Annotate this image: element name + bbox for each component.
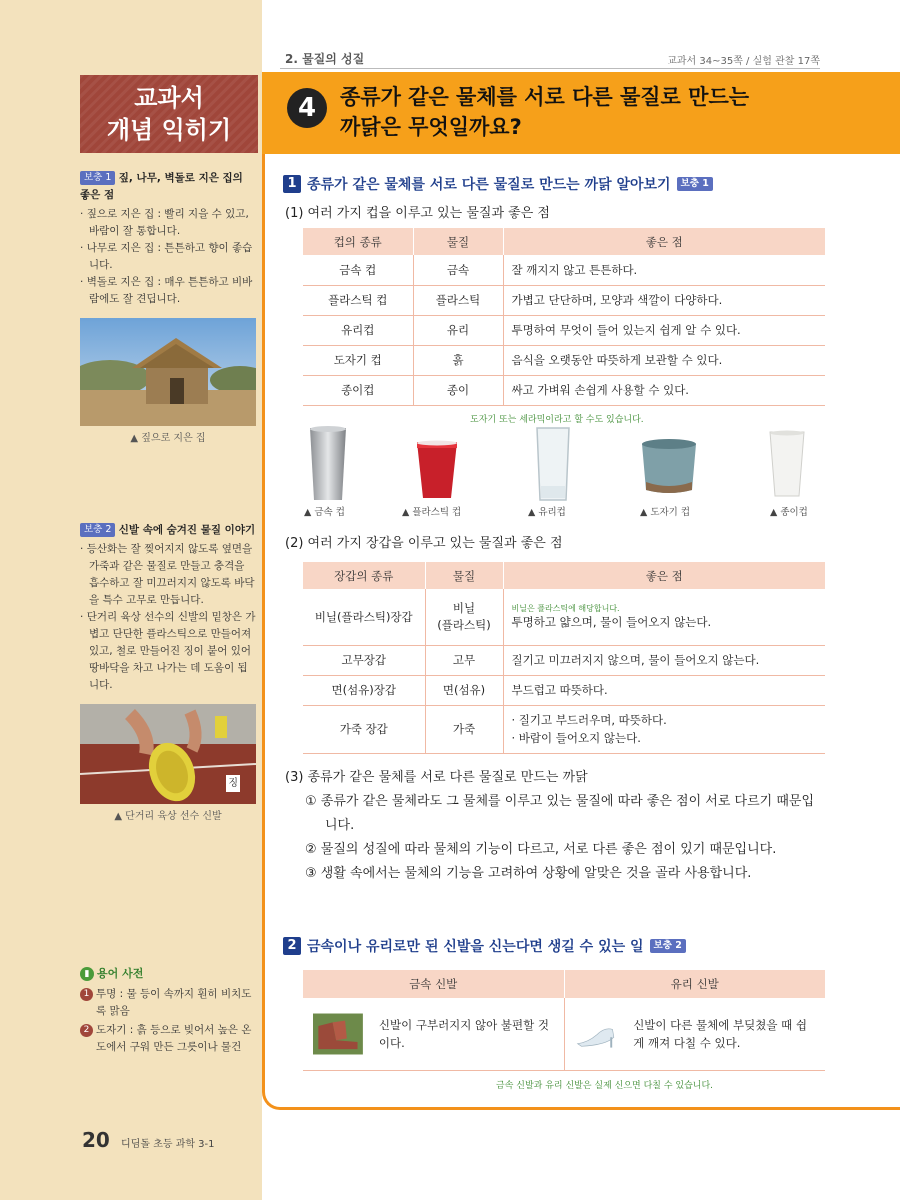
cup-subheading: (1) 여러 가지 컵을 이루고 있는 물질과 좋은 점 — [285, 206, 550, 221]
page-reference: 교과서 34~35쪽 / 실험 관찰 17쪽 — [667, 56, 820, 67]
reason-list — [305, 790, 825, 886]
ceramic-note: 도자기 또는 세라믹이라고 할 수도 있습니다. — [470, 415, 644, 425]
table-row: 플라스틱 컵 플라스틱 가볍고 단단하며, 모양과 색깔이 다양하다. — [303, 285, 825, 315]
cup-caption: ▲ 종이컵 — [770, 507, 808, 518]
side-tag-2: 보충 2 — [80, 523, 115, 537]
list-item: · 나무로 지은 집 : 튼튼하고 향이 좋습니다. — [80, 242, 253, 271]
list-item: ① 종류가 같은 물체라도 그 물체를 이루고 있는 물질에 따라 좋은 점이 서로 다르기 때문입니다. — [305, 794, 815, 833]
concept-title-line2: 개념 익히기 — [106, 116, 232, 144]
cup-caption: ▲ 금속 컵 — [304, 507, 345, 518]
concept-header — [80, 75, 258, 153]
side-box-2 — [80, 522, 256, 825]
section2-tag: 보충 2 — [650, 939, 686, 953]
metal-shoe-text: 신발이 구부러지지 않아 불편할 것이다. — [378, 1017, 550, 1050]
cup-table: 컵의 종류 물질 좋은 점 금속 컵 금속 잘 깨지지 않고 튼튼하다. 플라스틱 컵 플라스틱 가볍고 단단하며, 모양과 색깔이 다양하다. 유리컵 유리 투명하여 무엇이 들어 있는지 쉽게 알 수 있다. 도자기 컵 흙 음식을 오랫동안 따뜻하게 보관할 수 있다. 종이컵 종이 싸고 가벼워 손쉽게 사용할 수 있다. — [303, 228, 825, 406]
shoe-table: 금속 신발 유리 신발 신발이 구부러지지 않아 불편할 것이다. 신발이 다른 물체에 부딪쳤을 때 쉽게 깨져 다칠 수 있다. — [303, 970, 825, 1071]
glossary — [80, 965, 256, 1058]
book-icon: ▮ — [80, 967, 94, 981]
lesson-number: 4 — [287, 88, 327, 128]
glass-shoe-image — [575, 1011, 618, 1057]
plastic-cup-image — [415, 440, 459, 500]
divider — [280, 68, 820, 69]
page-number: 20 — [82, 1128, 110, 1152]
table-row: 도자기 컵 흙 음식을 오랫동안 따뜻하게 보관할 수 있다. — [303, 345, 825, 375]
side-title-2: 신발 속에 숨겨진 물질 이야기 — [118, 524, 256, 536]
glossary-title: 용어 사전 — [97, 967, 144, 980]
book-title: 디딤돌 초등 과학 3-1 — [121, 1139, 215, 1150]
shoe-note: 금속 신발과 유리 신발은 실제 신으면 다칠 수 있습니다. — [496, 1081, 714, 1091]
reason-subheading: (3) 종류가 같은 물체를 서로 다른 물질로 만드는 까닭 — [285, 770, 588, 785]
table-row: 가죽 장갑 가죽 · 질기고 부드러우며, 따뜻하다. · 바람이 들어오지 않는다. — [303, 705, 825, 753]
table-row: 종이컵 종이 싸고 가벼워 손쉽게 사용할 수 있다. — [303, 375, 825, 405]
section1-heading: 1 종류가 같은 물체를 서로 다른 물질로 만드는 까닭 알아보기 보충 1 — [283, 174, 713, 194]
glossary-item: 1 투명 : 물 등이 속까지 훤히 비치도록 맑음 — [80, 986, 256, 1020]
table-row: 유리컵 유리 투명하여 무엇이 들어 있는지 쉽게 알 수 있다. — [303, 315, 825, 345]
side-title-1: 짚, 나무, 벽돌로 지은 집의 좋은 점 — [80, 172, 243, 201]
table-row: 금속 컵 금속 잘 깨지지 않고 튼튼하다. — [303, 255, 825, 285]
hut-photo — [80, 318, 256, 426]
section2-heading: 2 금속이나 유리로만 된 신발을 신는다면 생길 수 있는 일 보충 2 — [283, 936, 686, 956]
running-head: 2. 물질의 성질 — [285, 52, 365, 66]
table-row: 비닐(플라스틱)장갑 비닐 (플라스틱) 비닐은 플라스틱에 해당합니다. 투명하고 얇으며, 물이 들어오지 않는다. — [303, 589, 825, 645]
cup-caption: ▲ 유리컵 — [528, 507, 566, 518]
ceramic-cup-image — [638, 438, 700, 496]
table-row: 고무장갑 고무 질기고 미끄러지지 않으며, 물이 들어오지 않는다. — [303, 645, 825, 675]
concept-title-line1: 교과서 — [134, 84, 204, 112]
sprint-shoe-photo — [80, 704, 256, 804]
cup-images — [290, 418, 830, 518]
list-item: · 벽돌로 지은 집 : 매우 튼튼하고 비바람에도 잘 견딥니다. — [80, 276, 253, 305]
list-item: · 짚으로 지은 집 : 빨리 지을 수 있고, 바람이 잘 통합니다. — [80, 208, 249, 237]
spike-label: 징 — [226, 775, 240, 792]
glass-shoe-text: 신발이 다른 물체에 부딪쳤을 때 쉽게 깨져 다칠 수 있다. — [633, 1017, 808, 1050]
lesson-title: 종류가 같은 물체를 서로 다른 물질로 만드는 까닭은 무엇일까요? — [340, 85, 750, 139]
side-list-2 — [80, 541, 256, 694]
metal-cup-image — [308, 426, 348, 502]
table-row — [303, 998, 825, 1070]
glove-subheading: (2) 여러 가지 장갑을 이루고 있는 물질과 좋은 점 — [285, 536, 563, 551]
list-item: ③ 생활 속에서는 물체의 기능을 고려하여 상황에 알맞은 것을 골라 사용합니다. — [305, 866, 752, 881]
sprint-shoe-caption: ▲ 단거리 육상 선수 신발 — [114, 811, 222, 822]
list-item: · 등산화는 잘 찢어지지 않도록 옆면을 가죽과 같은 물질로 만들고 충격을 흡수하고 잘 미끄러지지 않도록 바닥을 특수 고무로 만듭니다. — [80, 543, 255, 606]
cup-caption: ▲ 도자기 컵 — [640, 507, 691, 518]
side-box-1 — [80, 170, 256, 447]
hut-caption: ▲ 짚으로 지은 집 — [130, 433, 206, 444]
metal-shoe-image — [313, 1011, 363, 1057]
section1-tag: 보충 1 — [677, 177, 713, 191]
glossary-item: 2 도자기 : 흙 등으로 빚어서 높은 온도에서 구워 만든 그릇이나 물건 — [80, 1022, 256, 1056]
vinyl-note: 비닐은 플라스틱에 해당합니다. — [511, 603, 620, 613]
glove-table: 장갑의 종류 물질 좋은 점 비닐(플라스틱)장갑 비닐 (플라스틱) 비닐은 플라스틱에 해당합니다. 투명하고 얇으며, 물이 들어오지 않는다. 고무장갑 고무 질기고 미끄러지지 않으며, 물이 들어오지 않는다. 면(섬유)장갑 면(섬유) 부드럽고 따뜻하다. 가죽 장갑 가죽 · 질기고 부드러우며, 따뜻하다. · 바람이 들어오지 않는다. — [303, 562, 825, 754]
side-tag-1: 보충 1 — [80, 171, 115, 185]
glass-cup-image — [535, 426, 571, 502]
paper-cup-image — [768, 430, 806, 498]
cup-caption: ▲ 플라스틱 컵 — [402, 507, 462, 518]
list-item: ② 물질의 성질에 따라 물체의 기능이 다르고, 서로 다른 좋은 점이 있기 때문입니다. — [305, 842, 777, 857]
page-footer — [82, 1128, 215, 1152]
table-row: 면(섬유)장갑 면(섬유) 부드럽고 따뜻하다. — [303, 675, 825, 705]
list-item: · 단거리 육상 선수의 신발의 밑창은 가볍고 단단한 플라스틱으로 만들어져 있고, 철로 만들어진 징이 붙어 있어 땅바닥을 차고 나가는 데 도움이 됩니다. — [80, 611, 256, 691]
side-list-1 — [80, 206, 256, 308]
